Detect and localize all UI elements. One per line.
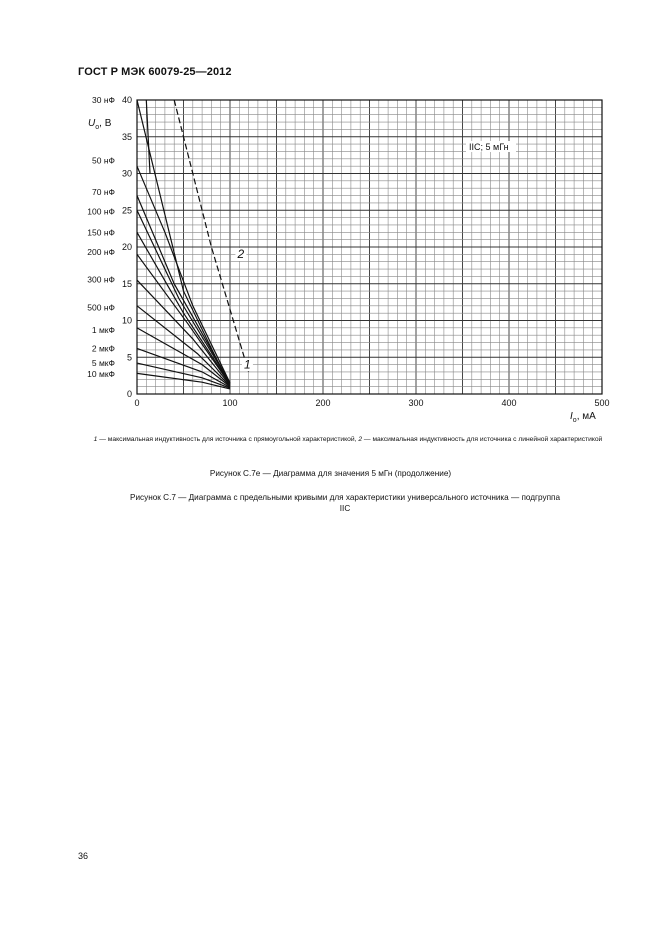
capacitance-label: 70 нФ: [92, 186, 115, 197]
capacitance-label: 200 нФ: [87, 247, 115, 258]
x-tick-label: 100: [222, 398, 238, 408]
y-tick-label: 35: [121, 131, 132, 142]
capacitance-label: 1 мкФ: [91, 325, 115, 336]
x-tick-label: 300: [408, 398, 424, 408]
figure-caption: Рисунок С.7 — Диаграмма с предельными кривыми для характеристики универсального источника — подгруппа IIC: [130, 493, 561, 513]
legend-item-1-text: — максимальная индуктивность для источника с прямоугольной характеристикой,: [97, 436, 359, 443]
capacitance-label: 2 мкФ: [91, 343, 115, 354]
document-header: ГОСТ Р МЭК 60079-25—2012: [78, 66, 232, 78]
x-tick-label: 400: [501, 398, 517, 408]
x-tick-label: 0: [134, 398, 140, 408]
y-tick-label: 40: [121, 95, 132, 105]
capacitance-label: 100 нФ: [87, 206, 115, 217]
capacitance-label: 150 нФ: [87, 227, 115, 238]
y-tick-label: 20: [121, 242, 132, 252]
capacitance-label: 30 нФ: [92, 95, 115, 105]
chart: [0, 0, 661, 430]
legend-item-2-number: 2: [358, 436, 363, 443]
capacitance-label: 5 мкФ: [91, 358, 115, 369]
chart-title: IIC; 5 мГн: [469, 142, 509, 152]
legend-item-1-number: 1: [93, 436, 98, 443]
y-tick-label: 0: [126, 389, 132, 399]
figure-legend: [78, 435, 618, 445]
x-tick-label: 200: [315, 398, 331, 408]
capacitance-label: 10 мкФ: [87, 369, 115, 380]
page-number: 36: [78, 851, 89, 861]
y-tick-label: 25: [121, 205, 132, 216]
y-axis-title: $U_o$, В: [88, 118, 112, 131]
figure-part-caption: Рисунок С.7е — Диаграмма для значения 5 мГн (продолжение): [209, 469, 452, 478]
y-tick-label: 10: [121, 315, 132, 326]
x-axis-title: $I_o$, мА: [570, 411, 596, 424]
curve-label: 2: [237, 247, 245, 262]
capacitance-label: 500 нФ: [87, 302, 115, 313]
y-tick-label: 30: [121, 168, 132, 179]
y-tick-label: 15: [121, 278, 132, 289]
y-tick-label: 5: [126, 352, 132, 363]
capacitance-label: 300 нФ: [87, 274, 115, 285]
curve-label: 1: [243, 357, 251, 372]
legend-item-2-text: — максимальная индуктивность для источника с линейной характеристикой: [362, 436, 603, 443]
capacitance-label: 50 нФ: [92, 155, 115, 166]
x-tick-label: 500: [594, 398, 610, 408]
